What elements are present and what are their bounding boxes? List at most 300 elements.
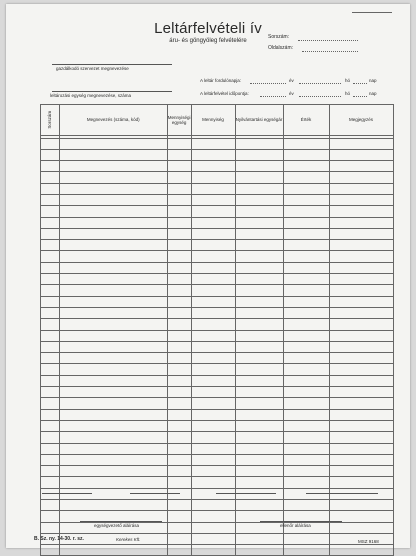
table-cell[interactable] [59, 545, 167, 556]
table-cell[interactable] [59, 194, 167, 205]
table-cell[interactable] [283, 341, 329, 352]
table-cell[interactable] [283, 194, 329, 205]
table-cell[interactable] [283, 172, 329, 183]
table-cell[interactable] [329, 307, 393, 318]
table-cell[interactable] [329, 409, 393, 420]
unit-name-caption: leltározási egység megnevezése, száma [50, 93, 132, 98]
table-cell[interactable] [191, 375, 235, 386]
table-cell[interactable] [59, 387, 167, 398]
table-cell[interactable] [191, 319, 235, 330]
table-cell[interactable] [41, 251, 60, 262]
inventory-date-day-line [353, 83, 367, 84]
table-cell[interactable] [41, 420, 60, 431]
table-cell[interactable] [191, 477, 235, 488]
table-cell[interactable] [235, 330, 283, 341]
table-cell[interactable] [283, 443, 329, 454]
table-row [41, 454, 394, 465]
table-cell[interactable] [329, 364, 393, 375]
recording-date-year-line [260, 96, 286, 97]
table-cell[interactable] [191, 466, 235, 477]
table-cell[interactable] [167, 353, 191, 364]
table-header-row [41, 105, 394, 136]
table-cell[interactable] [59, 138, 167, 149]
table-cell[interactable] [191, 149, 235, 160]
table-cell[interactable] [235, 477, 283, 488]
table-cell[interactable] [167, 240, 191, 251]
table-cell[interactable] [191, 432, 235, 443]
table-cell[interactable] [167, 251, 191, 262]
table-cell[interactable] [41, 511, 60, 522]
table-cell[interactable] [283, 138, 329, 149]
table-cell[interactable] [235, 251, 283, 262]
table-cell[interactable] [167, 262, 191, 273]
table-cell[interactable] [59, 206, 167, 217]
company-name-line [52, 64, 172, 65]
column-header-quantity: Mennyiség [191, 105, 235, 136]
table-cell[interactable] [235, 443, 283, 454]
table-cell[interactable] [41, 522, 60, 533]
table-cell[interactable] [59, 251, 167, 262]
table-cell[interactable] [329, 443, 393, 454]
column-header-unit-price: Nyilvántartási egységár [235, 105, 283, 136]
inventory-table [40, 104, 394, 556]
publisher-name: Kerekes Kft. [116, 537, 141, 542]
table-cell[interactable] [329, 206, 393, 217]
table-cell[interactable] [167, 138, 191, 149]
table-cell[interactable] [283, 149, 329, 160]
table-cell[interactable] [191, 206, 235, 217]
table-cell[interactable] [191, 262, 235, 273]
table-cell[interactable] [167, 500, 191, 511]
table-cell[interactable] [283, 251, 329, 262]
table-row [41, 466, 394, 477]
table-cell[interactable] [191, 296, 235, 307]
table-cell[interactable] [235, 353, 283, 364]
table-cell[interactable] [235, 454, 283, 465]
table-cell[interactable] [235, 466, 283, 477]
table-cell[interactable] [329, 296, 393, 307]
table-cell[interactable] [41, 432, 60, 443]
table-cell[interactable] [235, 398, 283, 409]
table-cell[interactable] [235, 274, 283, 285]
table-cell[interactable] [41, 477, 60, 488]
table-cell[interactable] [59, 443, 167, 454]
table-cell[interactable] [41, 206, 60, 217]
table-row [41, 319, 394, 330]
table-cell[interactable] [283, 387, 329, 398]
table-cell[interactable] [59, 341, 167, 352]
table-cell[interactable] [329, 398, 393, 409]
controller-signature-caption: ellenőr aláírása [280, 523, 311, 528]
table-cell[interactable] [41, 307, 60, 318]
table-cell[interactable] [329, 387, 393, 398]
table-cell[interactable] [235, 307, 283, 318]
corner-mark [352, 12, 392, 13]
table-cell[interactable] [235, 149, 283, 160]
table-cell[interactable] [191, 240, 235, 251]
table-cell[interactable] [191, 545, 235, 556]
table-cell[interactable] [329, 454, 393, 465]
table-cell[interactable] [167, 161, 191, 172]
table-cell[interactable] [283, 262, 329, 273]
table-cell[interactable] [41, 319, 60, 330]
table-cell[interactable] [167, 194, 191, 205]
table-cell[interactable] [59, 432, 167, 443]
table-cell[interactable] [59, 307, 167, 318]
table-cell[interactable] [41, 296, 60, 307]
company-name-caption: gazdálkodó szervezet megnevezése [56, 66, 129, 71]
table-cell[interactable] [41, 172, 60, 183]
table-cell[interactable] [191, 364, 235, 375]
table-cell[interactable] [41, 409, 60, 420]
table-cell[interactable] [329, 330, 393, 341]
table-cell[interactable] [283, 228, 329, 239]
table-cell[interactable] [283, 454, 329, 465]
table-cell[interactable] [59, 217, 167, 228]
table-cell[interactable] [283, 330, 329, 341]
table-row [41, 161, 394, 172]
table-cell[interactable] [167, 307, 191, 318]
table-cell[interactable] [329, 183, 393, 194]
table-cell[interactable] [41, 364, 60, 375]
table-cell[interactable] [329, 149, 393, 160]
table-cell[interactable] [41, 228, 60, 239]
table-cell[interactable] [41, 240, 60, 251]
table-cell[interactable] [167, 454, 191, 465]
table-cell[interactable] [283, 296, 329, 307]
table-cell[interactable] [191, 274, 235, 285]
table-cell[interactable] [41, 274, 60, 285]
table-cell[interactable] [167, 443, 191, 454]
table-cell[interactable] [235, 375, 283, 386]
table-cell[interactable] [283, 274, 329, 285]
table-cell[interactable] [167, 522, 191, 533]
table-cell[interactable] [167, 409, 191, 420]
table-cell[interactable] [191, 161, 235, 172]
table-row [41, 443, 394, 454]
table-row [41, 341, 394, 352]
table-cell[interactable] [191, 228, 235, 239]
table-row [41, 420, 394, 431]
table-cell[interactable] [191, 251, 235, 262]
table-cell[interactable] [329, 319, 393, 330]
table-cell[interactable] [235, 409, 283, 420]
table-cell[interactable] [167, 149, 191, 160]
table-cell[interactable] [283, 500, 329, 511]
table-cell[interactable] [235, 364, 283, 375]
table-cell[interactable] [167, 172, 191, 183]
table-cell[interactable] [329, 228, 393, 239]
table-cell[interactable] [235, 206, 283, 217]
table-cell[interactable] [283, 477, 329, 488]
table-cell[interactable] [283, 161, 329, 172]
table-row [41, 364, 394, 375]
table-cell[interactable] [329, 172, 393, 183]
inventory-form-sheet [6, 4, 410, 548]
table-cell[interactable] [235, 183, 283, 194]
table-cell[interactable] [329, 274, 393, 285]
recording-date-label: A leltárfelvétel időpontja: [200, 91, 249, 96]
table-cell[interactable] [235, 341, 283, 352]
table-cell[interactable] [167, 533, 191, 544]
table-cell[interactable] [167, 319, 191, 330]
table-cell[interactable] [283, 183, 329, 194]
table-cell[interactable] [283, 285, 329, 296]
table-cell[interactable] [329, 194, 393, 205]
table-row [41, 296, 394, 307]
table-cell[interactable] [235, 285, 283, 296]
table-cell[interactable] [329, 217, 393, 228]
table-cell[interactable] [167, 432, 191, 443]
table-cell[interactable] [191, 341, 235, 352]
table-cell[interactable] [41, 341, 60, 352]
table-cell[interactable] [329, 251, 393, 262]
table-cell[interactable] [235, 296, 283, 307]
table-cell[interactable] [59, 477, 167, 488]
table-cell[interactable] [41, 217, 60, 228]
table-cell[interactable] [191, 398, 235, 409]
table-cell[interactable] [283, 240, 329, 251]
table-cell[interactable] [59, 296, 167, 307]
table-cell[interactable] [191, 330, 235, 341]
table-cell[interactable] [235, 161, 283, 172]
table-cell[interactable] [191, 353, 235, 364]
table-cell[interactable] [235, 432, 283, 443]
table-cell[interactable] [191, 307, 235, 318]
inventory-date-year-line [250, 83, 286, 84]
table-cell[interactable] [283, 319, 329, 330]
table-cell[interactable] [283, 545, 329, 556]
table-cell[interactable] [283, 307, 329, 318]
table-cell[interactable] [329, 432, 393, 443]
table-cell[interactable] [167, 228, 191, 239]
table-cell[interactable] [59, 375, 167, 386]
table-cell[interactable] [167, 183, 191, 194]
table-cell[interactable] [235, 533, 283, 544]
table-cell[interactable] [59, 172, 167, 183]
table-cell[interactable] [41, 454, 60, 465]
table-row [41, 375, 394, 386]
table-cell[interactable] [167, 477, 191, 488]
table-cell[interactable] [167, 206, 191, 217]
table-cell[interactable] [235, 228, 283, 239]
table-cell[interactable] [235, 172, 283, 183]
table-cell[interactable] [235, 240, 283, 251]
table-cell[interactable] [167, 387, 191, 398]
table-row [41, 500, 394, 511]
table-cell[interactable] [41, 183, 60, 194]
table-cell[interactable] [283, 398, 329, 409]
table-cell[interactable] [329, 262, 393, 273]
table-cell[interactable] [329, 522, 393, 533]
table-row [41, 138, 394, 149]
table-cell[interactable] [191, 409, 235, 420]
table-cell[interactable] [191, 387, 235, 398]
table-cell[interactable] [191, 285, 235, 296]
table-cell[interactable] [41, 138, 60, 149]
recording-date-day: nap [369, 91, 377, 96]
table-cell[interactable] [283, 206, 329, 217]
table-cell[interactable] [283, 375, 329, 386]
table-cell[interactable] [41, 375, 60, 386]
table-cell[interactable] [59, 240, 167, 251]
recording-date-day-line [353, 96, 367, 97]
inventory-date-month-line [299, 83, 341, 84]
table-cell[interactable] [191, 500, 235, 511]
table-cell[interactable] [191, 138, 235, 149]
table-cell[interactable] [329, 138, 393, 149]
table-cell[interactable] [41, 466, 60, 477]
table-cell[interactable] [283, 409, 329, 420]
page-number-label: Oldalszám: [268, 45, 294, 51]
table-cell[interactable] [59, 398, 167, 409]
table-cell[interactable] [283, 466, 329, 477]
table-cell[interactable] [167, 420, 191, 431]
table-cell[interactable] [235, 387, 283, 398]
table-cell[interactable] [59, 454, 167, 465]
table-cell[interactable] [191, 454, 235, 465]
table-cell[interactable] [235, 319, 283, 330]
table-cell[interactable] [41, 262, 60, 273]
table-cell[interactable] [283, 353, 329, 364]
inventory-date-month: hó [345, 78, 351, 83]
table-cell[interactable] [191, 522, 235, 533]
table-cell[interactable] [167, 364, 191, 375]
table-row [41, 387, 394, 398]
table-cell[interactable] [329, 341, 393, 352]
controller-signature-line [260, 521, 342, 522]
table-cell[interactable] [329, 466, 393, 477]
table-cell[interactable] [283, 432, 329, 443]
table-cell[interactable] [191, 511, 235, 522]
table-cell[interactable] [167, 511, 191, 522]
table-cell[interactable] [235, 522, 283, 533]
recording-date-month-line [299, 96, 341, 97]
table-cell[interactable] [59, 409, 167, 420]
table-cell[interactable] [59, 228, 167, 239]
table-cell[interactable] [59, 319, 167, 330]
table-cell[interactable] [167, 341, 191, 352]
table-cell[interactable] [283, 533, 329, 544]
table-cell[interactable] [167, 285, 191, 296]
table-cell[interactable] [41, 500, 60, 511]
table-cell[interactable] [59, 466, 167, 477]
table-cell[interactable] [59, 149, 167, 160]
table-cell[interactable] [167, 274, 191, 285]
table-cell[interactable] [59, 274, 167, 285]
table-cell[interactable] [167, 375, 191, 386]
table-cell[interactable] [167, 545, 191, 556]
table-cell[interactable] [329, 161, 393, 172]
table-cell[interactable] [329, 375, 393, 386]
column-header-value: Érték [283, 105, 329, 136]
table-cell[interactable] [59, 183, 167, 194]
table-cell[interactable] [235, 545, 283, 556]
table-cell[interactable] [59, 285, 167, 296]
table-row [41, 172, 394, 183]
table-row [41, 149, 394, 160]
table-cell[interactable] [329, 545, 393, 556]
table-row [41, 432, 394, 443]
column-header-name: Megnevezés (száma, kód) [59, 105, 167, 136]
table-row [41, 398, 394, 409]
table-cell[interactable] [283, 217, 329, 228]
table-cell[interactable] [41, 285, 60, 296]
table-cell[interactable] [59, 420, 167, 431]
table-row [41, 477, 394, 488]
table-cell[interactable] [41, 398, 60, 409]
table-cell[interactable] [235, 500, 283, 511]
table-cell[interactable] [59, 353, 167, 364]
table-row [41, 274, 394, 285]
table-cell[interactable] [167, 217, 191, 228]
table-cell[interactable] [59, 500, 167, 511]
table-cell[interactable] [167, 398, 191, 409]
table-cell[interactable] [41, 353, 60, 364]
table-cell[interactable] [191, 217, 235, 228]
unit-manager-signature-caption: egységvezető aláírása [94, 523, 140, 528]
table-cell[interactable] [329, 285, 393, 296]
table-cell[interactable] [59, 161, 167, 172]
table-cell[interactable] [41, 545, 60, 556]
table-row [41, 533, 394, 544]
table-row [41, 285, 394, 296]
table-cell[interactable] [329, 420, 393, 431]
table-cell[interactable] [167, 296, 191, 307]
table-cell[interactable] [191, 443, 235, 454]
table-cell[interactable] [167, 466, 191, 477]
table-cell[interactable] [167, 330, 191, 341]
table-cell[interactable] [59, 330, 167, 341]
table-cell[interactable] [41, 330, 60, 341]
table-cell[interactable] [191, 183, 235, 194]
table-row [41, 330, 394, 341]
table-cell[interactable] [59, 364, 167, 375]
table-cell[interactable] [329, 500, 393, 511]
table-row [41, 545, 394, 556]
table-cell[interactable] [283, 364, 329, 375]
table-row [41, 194, 394, 205]
table-cell[interactable] [235, 138, 283, 149]
table-cell[interactable] [235, 262, 283, 273]
table-cell[interactable] [41, 387, 60, 398]
table-cell[interactable] [41, 443, 60, 454]
table-cell[interactable] [191, 533, 235, 544]
table-row [41, 206, 394, 217]
table-cell[interactable] [329, 240, 393, 251]
table-cell[interactable] [59, 262, 167, 273]
table-cell[interactable] [191, 420, 235, 431]
table-cell[interactable] [235, 420, 283, 431]
table-cell[interactable] [41, 149, 60, 160]
table-row [41, 307, 394, 318]
table-cell[interactable] [191, 172, 235, 183]
table-cell[interactable] [41, 161, 60, 172]
table-cell[interactable] [329, 353, 393, 364]
form-title: Leltárfelvételi ív [154, 20, 262, 37]
table-cell[interactable] [283, 420, 329, 431]
signature-line-2 [130, 493, 180, 494]
table-cell[interactable] [191, 194, 235, 205]
table-cell[interactable] [329, 477, 393, 488]
standard-code: MSZ 9168 [358, 539, 379, 544]
table-cell[interactable] [235, 194, 283, 205]
table-cell[interactable] [235, 217, 283, 228]
column-header-unit: Mennyiségi egység [167, 105, 191, 136]
table-row [41, 217, 394, 228]
form-subtitle: áru- és göngyöleg felvételére [169, 38, 247, 44]
table-cell[interactable] [41, 194, 60, 205]
